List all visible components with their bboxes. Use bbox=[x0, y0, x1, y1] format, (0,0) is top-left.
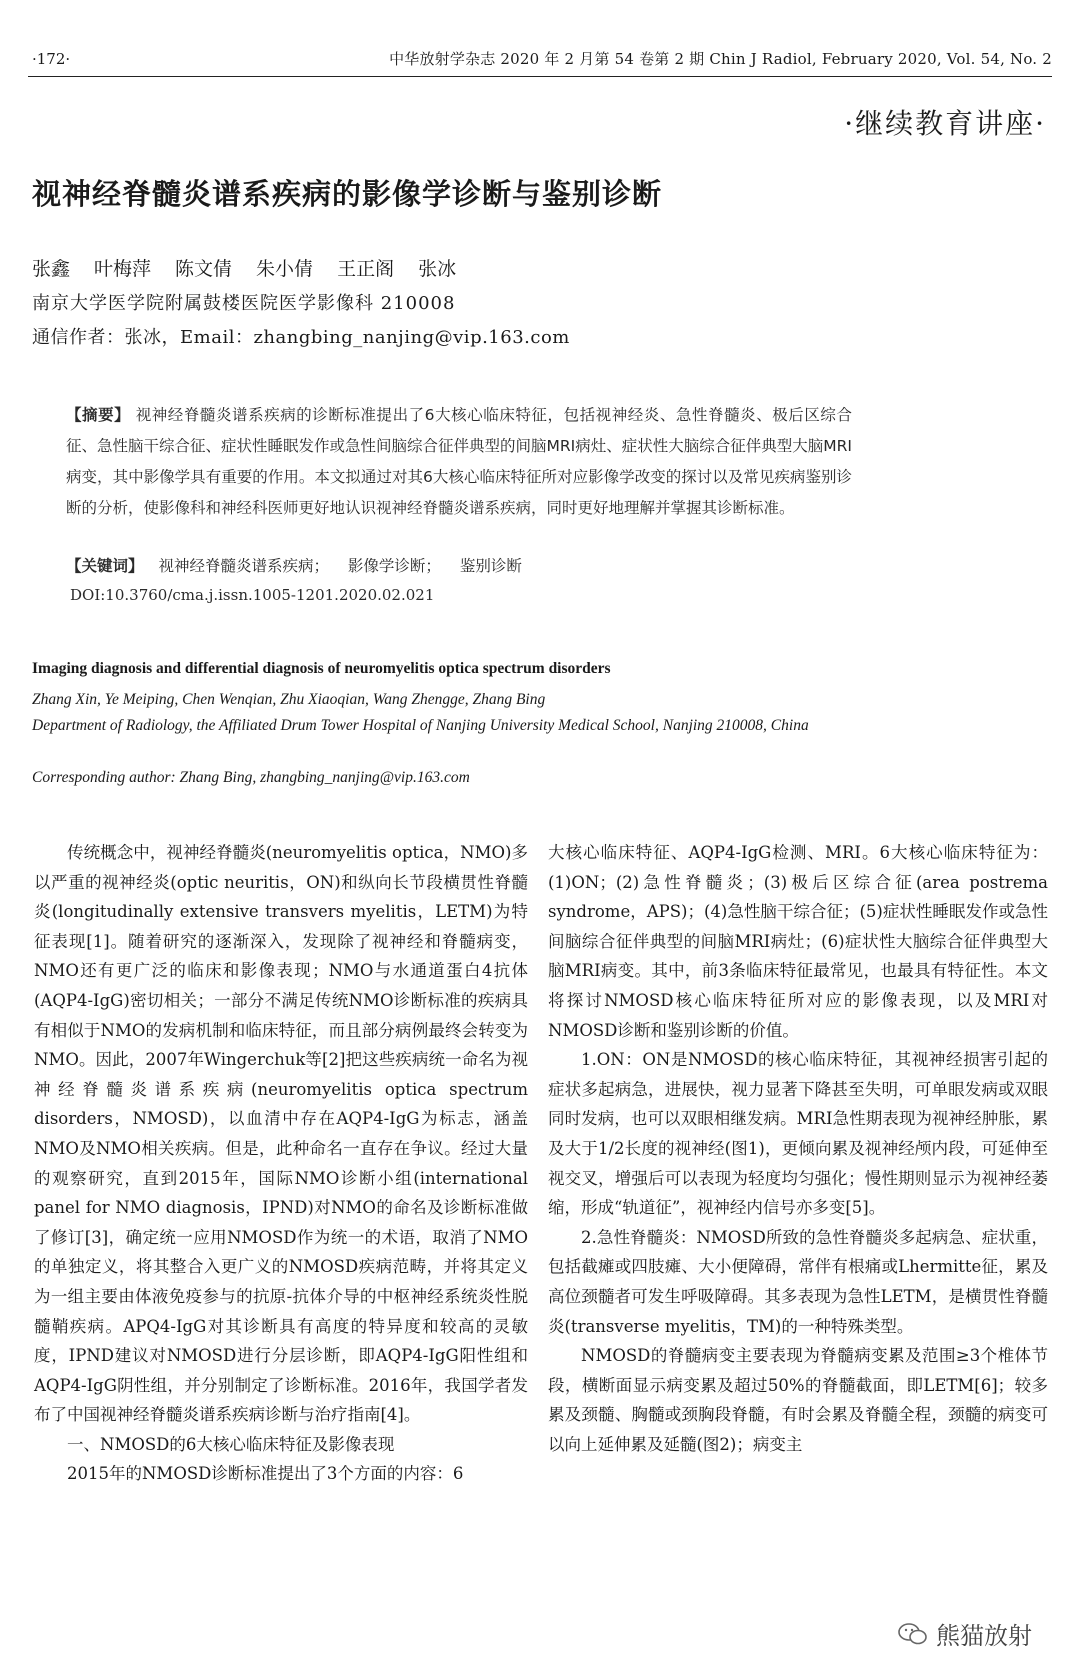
keyword: 鉴别诊断 bbox=[459, 557, 522, 575]
body-paragraph: 2.急性脊髓炎：NMOSD所致的急性脊髓炎多起病急、症状重，包括截瘫或四肢瘫、大小便障碍，常伴有根痛或Lhermitte征，累及高位颈髓者可发生呼吸障碍。其多表现为急性LETM，是横贯性脊髓炎(transverse myelitis，TM)的一种特殊类型。 bbox=[548, 1227, 1048, 1336]
body-paragraph: 传统概念中，视神经脊髓炎(neuromyelitis optica，NMO)多以严重的视神经炎(optic neuritis，ON)和纵向长节段横贯性脊髓炎(longitudinally extensive transvers myelitis，LETM)为特征表现[1]。随着研究的逐渐深入，发现除了视神经和脊髓病变，NMO还有更广泛的临床和影像表现；NMO与水通道蛋白4抗体(AQP4-IgG)密切相关；一部分不满足传统NMO诊断标准的疾病具有相似于NMO的发病机制和临床特征，而且部分病例最终会转变为NMO。因此，2007年Wingerchuk等[2]把这些疾病统一命名为视神经脊髓炎谱系疾病(neuromyelitis optica spectrum disorders，NMOSD)，以血清中存在AQP4-IgG为标志，涵盖NMO及NMO相关疾病。但是，此种命名一直存在争议。经过大量的观察研究，直到2015年，国际NMO诊断小组(international panel for NMO diagnosis，IPND)对NMO的命名及诊断标准做了修订[3]，确定统一应用NMOSD作为统一的术语，取消了NMO的单独定义，将其整合入更广义的NMOSD疾病范畴，并将其定义为一组主要由体液免疫参与的抗原-抗体介导的中枢神经系统炎性脱髓鞘疾病。APQ4-IgG对其诊断具有高度的特异度和较高的灵敏度，IPND建议对NMOSD进行分层诊断，即AQP4-IgG阳性组和AQP4-IgG阴性组，并分别制定了诊断标准。2016年，我国学者发布了中国视神经脊髓炎谱系疾病诊断与治疗指南[4]。 bbox=[34, 843, 528, 1425]
abstract-label: 【摘要】 bbox=[66, 406, 131, 424]
corresponding-author: 通信作者：张冰，Email：zhangbing_nanjing@vip.163.com bbox=[32, 327, 570, 348]
abstract-text: 视神经脊髓炎谱系疾病的诊断标准提出了6大核心临床特征，包括视神经炎、急性脊髓炎、极后区综合征、急性脑干综合征、症状性睡眠发作或急性间脑综合征伴典型的间脑MRI病灶、症状性大脑综合征伴典型大脑MRI病变，其中影像学具有重要的作用。本文拟通过对其6大核心临床特征所对应影像学改变的探讨以及常见疾病鉴别诊断的分析，使影像科和神经科医师更好地认识视神经脊髓炎谱系疾病，同时更好地理解并掌握其诊断标准。 bbox=[66, 406, 852, 517]
author: 王正阁 bbox=[337, 258, 395, 280]
series-label: ·继续教育讲座· bbox=[844, 107, 1046, 140]
body-column-left bbox=[34, 838, 528, 1489]
body-paragraph: 大核心临床特征、AQP4-IgG检测、MRI。6大核心临床特征为：(1)ON；(2)急性脊髓炎；(3)极后区综合征(area postrema syndrome，APS)；(4)急性脑干综合征；(5)症状性睡眠发作或急性间脑综合征伴典型的间脑MRI病灶；(6)症状性大脑综合征伴典型大脑MRI病变。其中，前3条临床特征最常见，也最具有特征性。本文将探讨NMOSD核心临床特征所对应的影像表现，以及MRI对NMOSD诊断和鉴别诊断的价值。 bbox=[548, 843, 1048, 1040]
author: 叶梅萍 bbox=[94, 258, 152, 280]
affiliation: 南京大学医学院附属鼓楼医院医学影像科 210008 bbox=[32, 293, 456, 314]
abstract bbox=[66, 400, 852, 524]
body-paragraph: 1.ON：ON是NMOSD的核心临床特征，其视神经损害引起的症状多起病急，进展快，视力显著下降甚至失明，可单眼发病或双眼同时发病，也可以双眼相继发病。MRI急性期表现为视神经肿胀，累及大于1/2长度的视神经(图1)，更倾向累及视神经颅内段，可延伸至视交叉，增强后可以表现为轻度均匀强化；慢性期则显示为视神经萎缩，形成“轨道征”，视神经内信号亦多变[5]。 bbox=[548, 1050, 1048, 1218]
keyword: 视神经脊髓炎谱系疾病； bbox=[158, 557, 329, 575]
doi: DOI:10.3760/cma.j.issn.1005-1201.2020.02.021 bbox=[70, 586, 435, 604]
article-title: 视神经脊髓炎谱系疾病的影像学诊断与鉴别诊断 bbox=[32, 177, 663, 211]
keyword: 影像学诊断； bbox=[347, 557, 441, 575]
english-corresponding: Corresponding author: Zhang Bing, zhangbing_nanjing@vip.163.com bbox=[32, 769, 470, 786]
page-number: ·172· bbox=[32, 50, 71, 68]
body-paragraph: 2015年的NMOSD诊断标准提出了3个方面的内容：6 bbox=[67, 1464, 464, 1484]
wechat-icon bbox=[898, 1622, 928, 1646]
author: 陈文倩 bbox=[175, 258, 233, 280]
watermark-text: 熊猫放射 bbox=[936, 1622, 1032, 1650]
journal-header: 中华放射学杂志 2020 年 2 月第 54 卷第 2 期 Chin J Radiol, February 2020, Vol. 54, No. 2 bbox=[389, 50, 1052, 68]
author-list bbox=[32, 254, 456, 281]
english-department: Department of Radiology, the Affiliated Drum Tower Hospital of Nanjing University Medical School, Nanjing 210008, China bbox=[32, 717, 809, 734]
english-authors: Zhang Xin, Ye Meiping, Chen Wenqian, Zhu Xiaoqian, Wang Zhengge, Zhang Bing bbox=[32, 691, 546, 708]
english-title: Imaging diagnosis and differential diagnosis of neuromyelitis optica spectrum disorders bbox=[32, 660, 611, 677]
section-heading: 一、NMOSD的6大核心临床特征及影像表现 bbox=[67, 1434, 395, 1454]
author: 张冰 bbox=[418, 258, 457, 280]
watermark bbox=[898, 1616, 1032, 1651]
keywords-label: 【关键词】 bbox=[66, 557, 144, 575]
keywords bbox=[66, 554, 536, 576]
body-column-right bbox=[548, 838, 1048, 1459]
author: 张鑫 bbox=[32, 258, 71, 280]
body-paragraph: NMOSD的脊髓病变主要表现为脊髓病变累及范围≥3个椎体节段，横断面显示病变累及超过50%的脊髓截面，即LETM[6]；较多累及颈髓、胸髓或颈胸段脊髓，有时会累及脊髓全程，颈髓的病变可以向上延伸累及延髓(图2)；病变主 bbox=[548, 1346, 1048, 1454]
author: 朱小倩 bbox=[256, 258, 314, 280]
header-rule bbox=[28, 76, 1052, 77]
